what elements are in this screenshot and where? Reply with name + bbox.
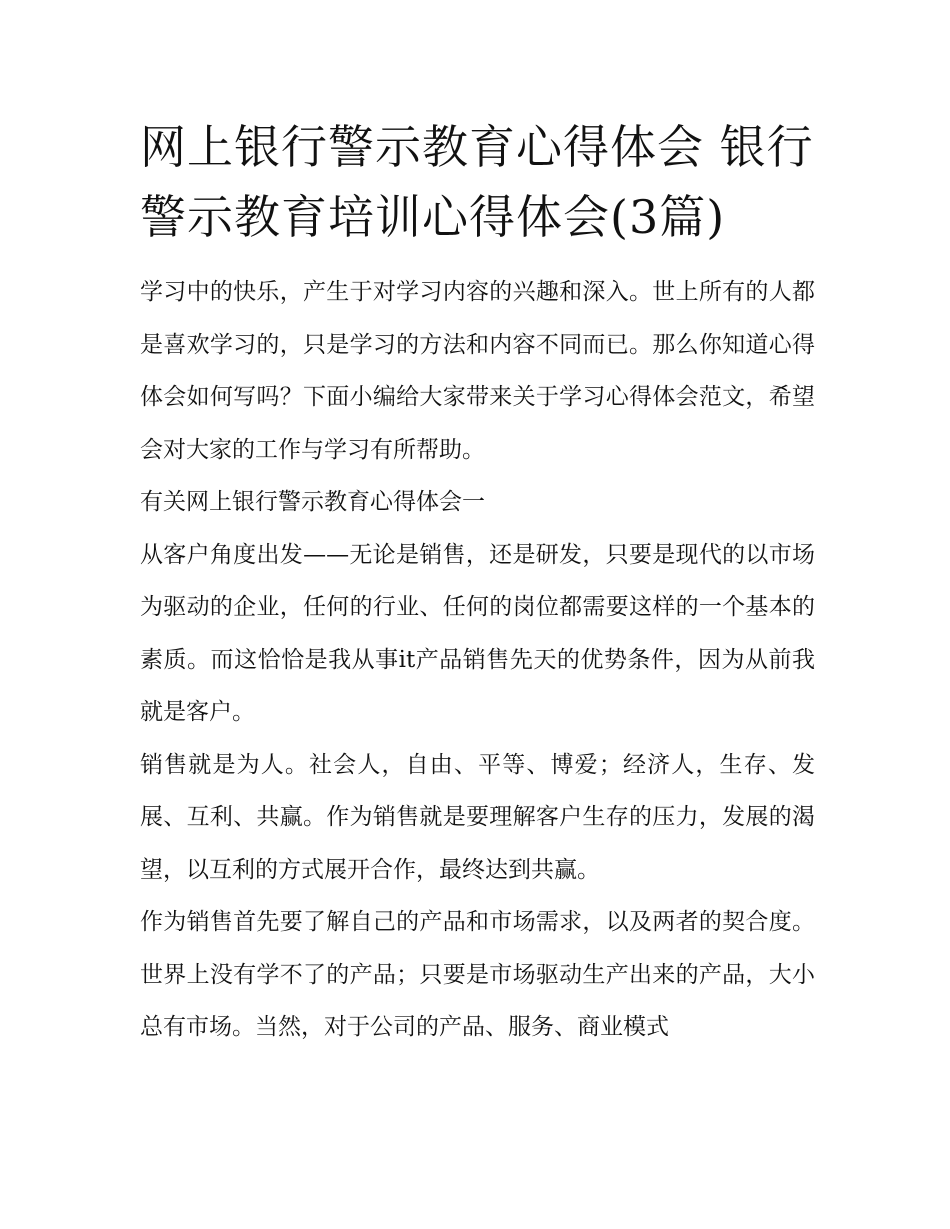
body-paragraph-sales: 销售就是为人。社会人，自由、平等、博爱；经济人，生存、发展、互利、共赢。作为销售就是要理解客户生存的压力，发展的渴望，以互利的方式展开合作，最终达到共赢。 (140, 751, 815, 883)
document-title: 网上银行警示教育心得体会 银行警示教育培训心得体会(3篇) (140, 120, 814, 244)
body-paragraph-product: 作为销售首先要了解自己的产品和市场需求，以及两者的契合度。世界上没有学不了的产品；只要是市场驱动生产出来的产品，大小总有市场。当然，对于公司的产品、服务、商业模式 (140, 909, 815, 1040)
intro-paragraph: 学习中的快乐，产生于对学习内容的兴趣和深入。世上所有的人都是喜欢学习的，只是学习的方法和内容不同而已。那么你知道心得体会如何写吗？下面小编给大家带来关于学习心得体会范文，希望会对大家的工作与学习有所帮助。 (140, 279, 815, 463)
document-page (140, 112, 815, 1054)
body-paragraph-customer: 从客户角度出发——无论是销售，还是研发，只要是现代的以市场为驱动的企业，任何的行业、任何的岗位都需要这样的一个基本的素质。而这恰恰是我从事it产品销售先天的优势条件，因为从前我就是客户。 (140, 541, 815, 725)
section-heading: 有关网上银行警示教育心得体会一 (140, 489, 485, 515)
